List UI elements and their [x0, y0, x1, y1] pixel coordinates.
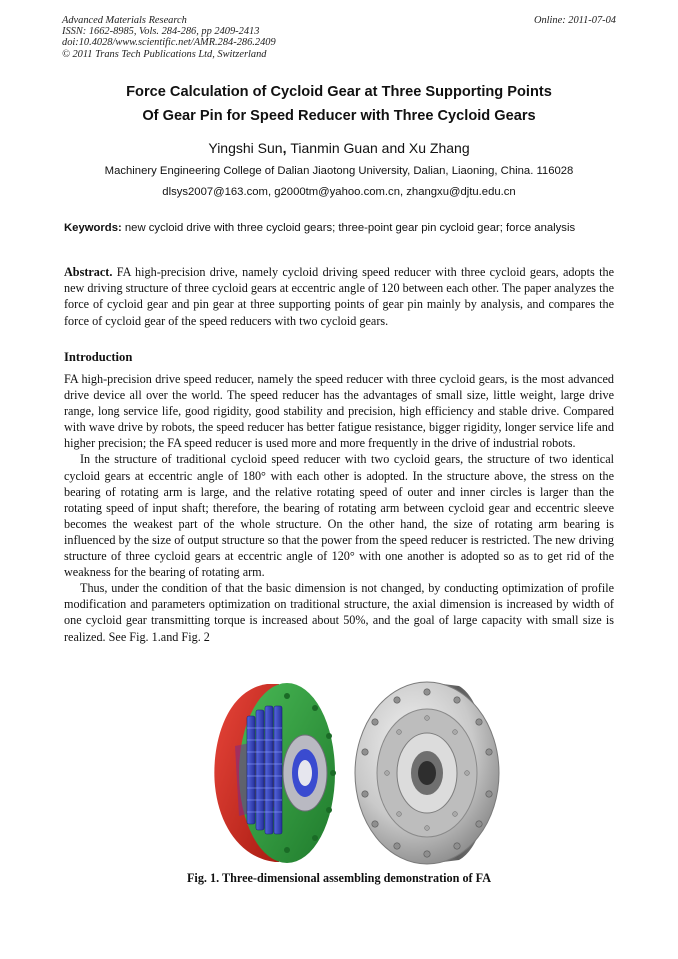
exterior-view-image: [355, 682, 499, 864]
author-emails: dlsys2007@163.com, g2000tm@yahoo.com.cn, zhangxu@djtu.edu.cn: [162, 186, 516, 198]
intro-paragraph-3: Thus, under the condition of that the basic dimension is not changed, by conducting optimization of profile modification and parameters optimization on traditional structure, the axial dimension is increased by width of one cycloid gear transmitting torque is increased about 50%, and the goal of large capacity with small size is realized. See Fig. 1.and Fig. 2: [64, 581, 614, 644]
intro-paragraph-2: In the structure of traditional cycloid speed reducer with two cycloid gears, the structure of two identical cycloid gears at eccentric angle of 180° with each other is adopted. In the structure above, the stress on the bearing of rotating arm is large, and the relative rotating speed of outer and inner circles is larger than the rotating speed of input shaft; therefore, the bearing of rotating arm between cycloid gear and eccentric sleeve becomes the weakest part of the whole structure. On the other hand, the size of rotating arm bearing is influenced by the size of output structure so that the power from the speed reducer is restricted. The new driving structure of three cycloid gears at eccentric angle of 120° with one another is adopted so as to get rid of the weakness for the bearing of rotating arm.: [64, 452, 614, 580]
keywords-block: [64, 221, 614, 235]
intro-paragraph-1: FA high-precision drive speed reducer, namely the speed reducer with three cycloid gears, is the most advanced drive device all over the world. The speed reducer has the advantages of small size, little weight, large drive range, long service life, good rigidity, good stability and precision, high efficiency and stable drive. Compared with wave drive by robots, the speed reducer has better fatigue resistance, bigger rigidity, longer service life and higher precision; the FA speed reducer is used more and more frequently in the drive of industrial robots.: [64, 372, 614, 451]
journal-name: Advanced Materials Research: [62, 15, 187, 26]
author-list: [40, 140, 638, 156]
title-line-2: Of Gear Pin for Speed Reducer with Three Cycloid Gears: [142, 108, 536, 124]
affiliation: Machinery Engineering College of Dalian Jiaotong University, Dalian, Liaoning, China. 116028: [104, 165, 574, 177]
keywords-text: new cycloid drive with three cycloid gears; three-point gear pin cycloid gear; force analysis: [121, 222, 576, 234]
abstract-label: Abstract.: [64, 265, 113, 279]
abstract-block: [64, 264, 614, 329]
title-line-1: Force Calculation of Cycloid Gear at Three Supporting Points: [126, 84, 552, 100]
online-date: Online: 2011-07-04: [533, 15, 616, 26]
cutaway-assembly-image: [214, 683, 336, 863]
author-1: Yingshi Sun: [208, 140, 283, 156]
co-authors: Tianmin Guan and Xu Zhang: [290, 140, 470, 156]
figure-1-caption: Fig. 1. Three-dimensional assembling demonstration of FA: [186, 871, 492, 885]
copyright-line: © 2011 Trans Tech Publications Ltd, Switzerland: [62, 48, 267, 60]
keywords-label: Keywords:: [64, 222, 122, 234]
paper-title: [40, 80, 638, 128]
introduction-body: [64, 371, 614, 645]
figure-1-render: [205, 676, 501, 866]
issn-line: ISSN: 1662-8985, Vols. 284-286, pp 2409-2413: [62, 26, 260, 38]
author-separator: ,: [282, 140, 291, 156]
section-heading-introduction: Introduction: [64, 350, 133, 364]
abstract-text: FA high-precision drive, namely cycloid driving speed reducer with three cycloid gears, adopts the new driving structure of three cycloid gears at eccentric angle of 120 between each other. The paper analyzes the force of cycloid gear and pin gear at three supporting points of gear pin mainly by analysis, and compares the force of cycloid gear of the speed reducers with two cycloid gears.: [64, 265, 614, 328]
journal-header: [62, 15, 276, 60]
doi-line: doi:10.4028/www.scientific.net/AMR.284-286.2409: [62, 37, 276, 49]
